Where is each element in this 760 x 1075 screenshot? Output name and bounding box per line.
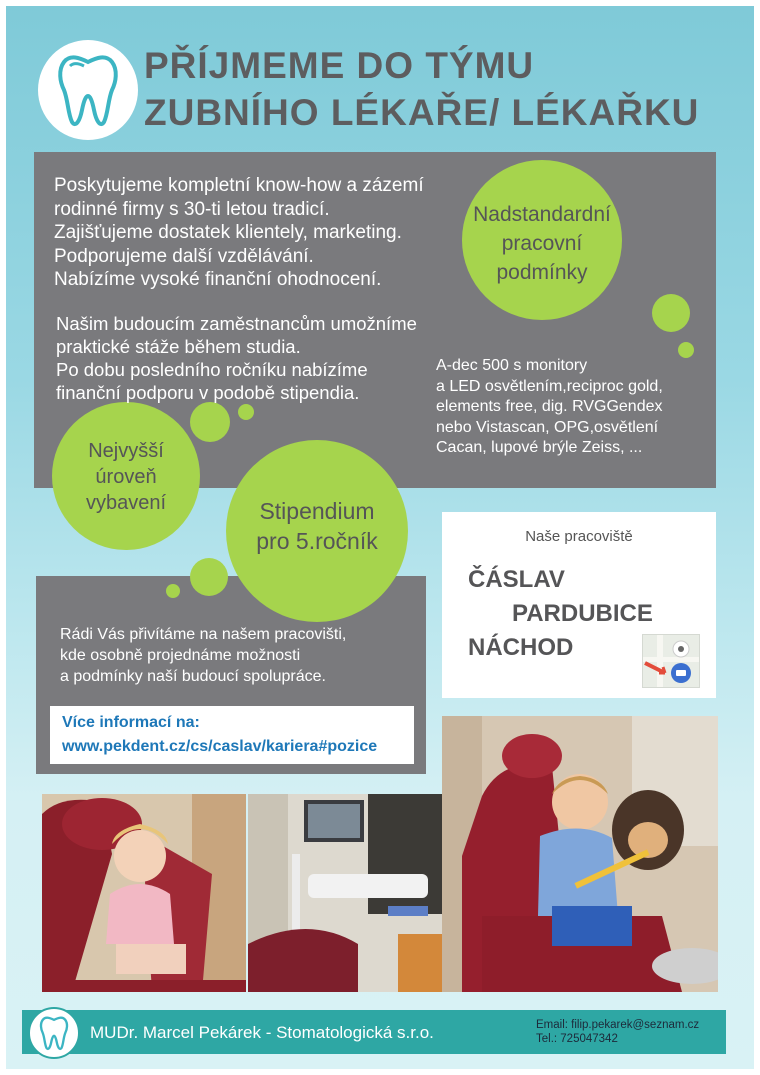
equipment-line: elements free, dig. RVGGendex [436,398,663,415]
bubble-line: Stipendium [259,498,375,524]
intro-line: Nabízíme vysoké finanční ohodnocení. [54,269,382,290]
equipment-text [436,356,663,459]
bubble-line: podmínky [496,261,588,284]
photo-girl-in-dental-chair [42,794,246,992]
tooth-icon [56,52,120,128]
welcome-line: a podmínky naší budoucí spolupráce. [60,668,326,685]
decor-dot [238,404,254,420]
city-caslav: ČÁSLAV [468,566,565,593]
tooth-icon [39,1015,69,1051]
decor-dot [190,402,230,442]
contact-info [536,1018,699,1046]
bubble-line: pracovní [501,232,583,255]
career-link[interactable]: www.pekdent.cz/cs/caslav/kariera#pozice [62,738,378,755]
tooth-logo [38,40,138,140]
title-line-2: ZUBNÍHO LÉKAŘE/ LÉKAŘKU [144,92,700,133]
decor-dot [678,342,694,358]
welcome-line: kde osobně projednáme možnosti [60,647,301,664]
contact-email[interactable]: Email: filip.pekarek@seznam.cz [536,1019,700,1031]
bubble-line: Nejvyšší [88,440,164,462]
intro-line: Podporujeme další vzdělávání. [54,245,314,267]
equipment-line: Cacan, lupové brýle Zeiss, ... [436,439,643,456]
intro-text [54,174,424,292]
bubble-line: úroveň [95,466,157,488]
internship-line: Našim budoucím zaměstnancům umožníme [56,313,417,334]
bubble-line: Nadstandardní [473,203,611,226]
more-info-label: Více informací na: [62,714,200,731]
intro-line: rodinné firmy s 30-ti letou tradicí. [54,198,330,220]
welcome-line: Rádi Vás přivítáme na našem pracovišti, [60,626,347,643]
intro-line: Poskytujeme kompletní know-how a zázemí [54,175,424,196]
internship-line: praktické stáže během studia. [56,336,301,357]
scholarship-bubble-text [226,496,408,556]
internship-line: Po dobu posledního ročníku nabízíme [56,359,368,380]
decor-dot [652,294,690,332]
contact-phone[interactable]: Tel.: 725047342 [536,1033,618,1045]
equipment-line: a LED osvětlením,reciproc gold, [436,377,663,395]
equipment-bubble-text [52,438,200,516]
equipment-line: nebo Vistascan, OPG,osvětlení [436,418,659,436]
internship-line: finanční podporu v podobě stipendia. [56,382,360,403]
welcome-text [60,624,346,687]
decor-dot [190,558,228,596]
city-pardubice: PARDUBICE [512,600,653,627]
bubble-line: vybavení [85,492,167,514]
intro-line: Zajišťujeme dostatek klientely, marketing. [54,222,402,243]
bubble-line: pro 5.ročník [256,528,378,554]
equipment-line: A-dec 500 s monitory [436,357,588,374]
title-line-1: PŘÍJMEME DO TÝMU [144,45,535,86]
footer-logo [28,1007,80,1059]
photo-dental-office [248,794,444,992]
city-nachod: NÁCHOD [468,634,574,661]
decor-dot [166,584,180,598]
workplaces-title: Naše pracoviště [525,528,633,545]
photo-boy-with-toy-monkey [442,716,718,992]
page-title [144,42,699,136]
company-name: MUDr. Marcel Pekárek - Stomatologická s.r.o. [90,1023,434,1042]
map-icon [642,634,700,688]
workplaces-box [442,512,716,698]
more-info-box [50,706,414,764]
internship-text [56,312,417,404]
conditions-bubble-text [462,200,622,287]
